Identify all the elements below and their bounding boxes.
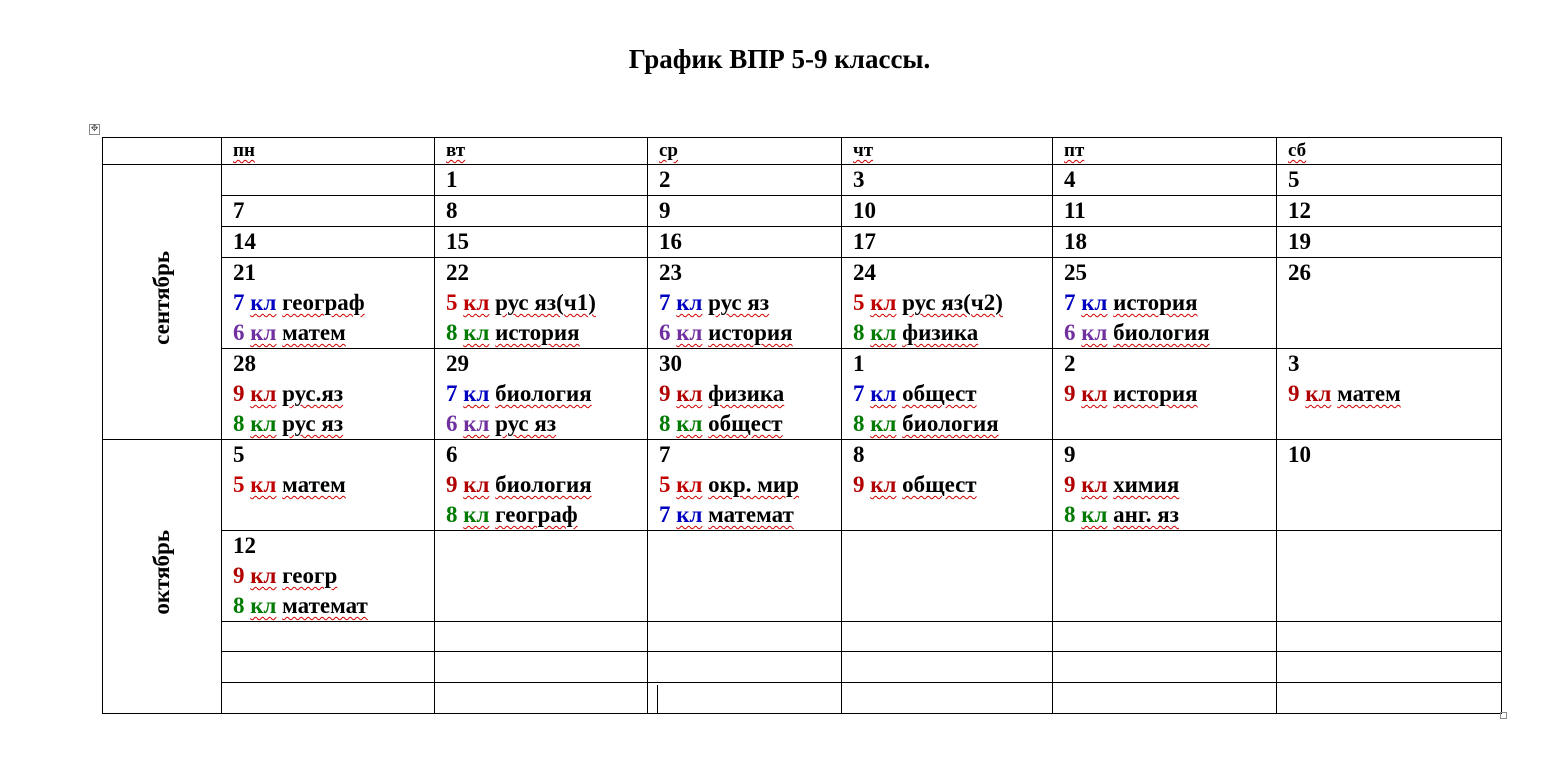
day-cell xyxy=(842,258,1053,349)
grade-number: 9 xyxy=(853,472,865,497)
grade-number: 8 xyxy=(446,502,458,527)
table-row xyxy=(103,196,1502,227)
subject-name: биология xyxy=(495,381,592,406)
class-abbrev: кл xyxy=(676,381,703,406)
subject-name: физика xyxy=(902,320,979,345)
date-number: 21 xyxy=(233,260,256,285)
day-cell xyxy=(222,349,435,440)
exam-entry xyxy=(233,288,434,318)
date-number: 22 xyxy=(446,260,469,285)
day-cell xyxy=(842,349,1053,440)
subject-name: математ xyxy=(282,593,368,618)
table-row xyxy=(103,349,1502,440)
day-header-fri: пт xyxy=(1053,138,1277,165)
date-number: 3 xyxy=(853,167,865,192)
subject-name: история xyxy=(495,320,580,345)
exam-entry xyxy=(1064,379,1276,409)
exam-entry xyxy=(233,409,434,439)
class-abbrev: кл xyxy=(250,563,277,588)
day-cell xyxy=(648,227,842,258)
exam-entry xyxy=(446,288,647,318)
class-abbrev: кл xyxy=(676,320,703,345)
subject-name: матем xyxy=(1337,381,1401,406)
day-cell xyxy=(1053,258,1277,349)
grade-number: 8 xyxy=(233,411,245,436)
day-cell xyxy=(648,349,842,440)
subject-name: история xyxy=(1113,381,1198,406)
subject-name: географ xyxy=(282,290,365,315)
grade-number: 7 xyxy=(1064,290,1076,315)
date-number: 4 xyxy=(1064,167,1076,192)
exam-entry xyxy=(446,409,647,439)
grade-number: 9 xyxy=(1064,381,1076,406)
subject-name: биология xyxy=(495,472,592,497)
day-cell xyxy=(842,196,1053,227)
grade-number: 9 xyxy=(233,563,245,588)
grade-number: 8 xyxy=(853,320,865,345)
subject-name: матем xyxy=(282,472,346,497)
day-cell xyxy=(222,622,435,652)
grade-number: 9 xyxy=(1064,472,1076,497)
day-cell xyxy=(1277,258,1502,349)
exam-entry xyxy=(1064,318,1276,348)
class-abbrev: кл xyxy=(463,411,490,436)
page-title: График ВПР 5-9 классы. xyxy=(628,44,931,74)
grade-number: 7 xyxy=(446,381,458,406)
day-cell xyxy=(1053,196,1277,227)
subject-name: биология xyxy=(902,411,999,436)
exam-entry xyxy=(233,379,434,409)
grade-number: 7 xyxy=(659,290,671,315)
subject-name: общест xyxy=(708,411,783,436)
subject-name: окр. мир xyxy=(708,472,799,497)
day-cell xyxy=(842,652,1053,683)
class-abbrev: кл xyxy=(250,290,277,315)
day-cell xyxy=(1277,227,1502,258)
exam-entry xyxy=(659,470,841,500)
day-cell xyxy=(1277,622,1502,652)
class-abbrev: кл xyxy=(870,320,897,345)
subject-name: рус яз xyxy=(708,290,770,315)
day-cell xyxy=(648,622,842,652)
class-abbrev: кл xyxy=(676,502,703,527)
subject-name: рус яз(ч2) xyxy=(902,290,1003,315)
class-abbrev: кл xyxy=(1081,381,1108,406)
subject-name: географ xyxy=(495,502,578,527)
day-cell xyxy=(1053,227,1277,258)
subject-name: история xyxy=(708,320,793,345)
class-abbrev: кл xyxy=(1081,290,1108,315)
grade-number: 8 xyxy=(1064,502,1076,527)
grade-number: 6 xyxy=(659,320,671,345)
subject-name: математ xyxy=(708,502,794,527)
date-number: 5 xyxy=(1288,167,1300,192)
date-number: 2 xyxy=(1064,351,1076,376)
day-cell xyxy=(1053,683,1277,714)
grade-number: 7 xyxy=(853,381,865,406)
exam-entry xyxy=(1064,470,1276,500)
date-number: 10 xyxy=(1288,442,1311,467)
grade-number: 9 xyxy=(1288,381,1300,406)
day-cell xyxy=(435,531,648,622)
day-cell xyxy=(1053,440,1277,531)
date-number: 5 xyxy=(233,442,245,467)
subject-name: история xyxy=(1113,290,1198,315)
schedule-table xyxy=(102,137,1502,714)
exam-entry xyxy=(853,379,1052,409)
exam-entry xyxy=(1288,379,1501,409)
class-abbrev: кл xyxy=(463,320,490,345)
day-cell xyxy=(222,196,435,227)
date-number: 9 xyxy=(659,198,671,223)
date-number: 7 xyxy=(233,198,245,223)
exam-entry xyxy=(446,318,647,348)
grade-number: 8 xyxy=(659,411,671,436)
table-row xyxy=(103,652,1502,683)
table-move-icon[interactable]: ✥ xyxy=(90,124,99,134)
subject-name: рус яз(ч1) xyxy=(495,290,596,315)
grade-number: 5 xyxy=(853,290,865,315)
exam-entry xyxy=(853,470,1052,500)
month-label-september xyxy=(103,165,222,440)
table-row xyxy=(103,258,1502,349)
class-abbrev: кл xyxy=(676,290,703,315)
day-cell xyxy=(222,683,435,714)
day-cell xyxy=(1277,196,1502,227)
table-row xyxy=(103,622,1502,652)
class-abbrev: кл xyxy=(676,411,703,436)
day-cell xyxy=(222,652,435,683)
date-number: 16 xyxy=(659,229,682,254)
exam-entry xyxy=(1064,288,1276,318)
class-abbrev: кл xyxy=(1081,502,1108,527)
date-number: 29 xyxy=(446,351,469,376)
day-cell xyxy=(435,652,648,683)
day-cell xyxy=(648,531,842,622)
class-abbrev: кл xyxy=(463,472,490,497)
date-number: 8 xyxy=(853,442,865,467)
grade-number: 7 xyxy=(659,502,671,527)
grade-number: 6 xyxy=(233,320,245,345)
day-cell xyxy=(1277,165,1502,196)
class-abbrev: кл xyxy=(250,411,277,436)
month-label-october xyxy=(103,440,222,714)
exam-entry xyxy=(1064,500,1276,530)
day-cell xyxy=(1277,683,1502,714)
day-cell xyxy=(648,196,842,227)
day-cell xyxy=(222,165,435,196)
exam-entry xyxy=(853,409,1052,439)
day-cell xyxy=(435,622,648,652)
date-number: 15 xyxy=(446,229,469,254)
date-number: 24 xyxy=(853,260,876,285)
class-abbrev: кл xyxy=(463,290,490,315)
exam-entry xyxy=(233,318,434,348)
class-abbrev: кл xyxy=(1081,320,1108,345)
subject-name: биология xyxy=(1113,320,1210,345)
class-abbrev: кл xyxy=(870,290,897,315)
grade-number: 8 xyxy=(446,320,458,345)
subject-name: геогр xyxy=(282,563,338,588)
date-number: 25 xyxy=(1064,260,1087,285)
date-number: 8 xyxy=(446,198,458,223)
day-cell xyxy=(648,440,842,531)
day-header-sat: сб xyxy=(1277,138,1502,165)
exam-entry xyxy=(853,288,1052,318)
date-number: 19 xyxy=(1288,229,1311,254)
subject-name: химия xyxy=(1113,472,1180,497)
date-number: 11 xyxy=(1064,198,1086,223)
date-number: 14 xyxy=(233,229,256,254)
day-header-tue: вт xyxy=(435,138,648,165)
subject-name: рус яз xyxy=(282,411,344,436)
class-abbrev: кл xyxy=(870,381,897,406)
class-abbrev: кл xyxy=(250,320,277,345)
date-number: 12 xyxy=(1288,198,1311,223)
exam-entry xyxy=(233,561,434,591)
class-abbrev: кл xyxy=(250,593,277,618)
grade-number: 8 xyxy=(853,411,865,436)
day-cell xyxy=(435,349,648,440)
subject-name: матем xyxy=(282,320,346,345)
date-number: 1 xyxy=(853,351,865,376)
day-cell xyxy=(648,258,842,349)
table-row xyxy=(103,165,1502,196)
date-number: 3 xyxy=(1288,351,1300,376)
exam-entry xyxy=(446,379,647,409)
day-header-mon: пн xyxy=(222,138,435,165)
class-abbrev: кл xyxy=(1081,472,1108,497)
date-number: 10 xyxy=(853,198,876,223)
grade-number: 6 xyxy=(1064,320,1076,345)
class-abbrev: кл xyxy=(870,411,897,436)
subject-name: общест xyxy=(902,472,977,497)
day-cell xyxy=(435,227,648,258)
day-cell xyxy=(1277,531,1502,622)
table-row xyxy=(103,683,1502,714)
day-cell xyxy=(1053,165,1277,196)
day-cell xyxy=(842,622,1053,652)
grade-number: 5 xyxy=(233,472,245,497)
day-cell xyxy=(435,440,648,531)
class-abbrev: кл xyxy=(463,502,490,527)
day-cell xyxy=(1053,531,1277,622)
date-number: 2 xyxy=(659,167,671,192)
exam-entry xyxy=(659,318,841,348)
header-row xyxy=(103,138,1502,165)
grade-number: 9 xyxy=(233,381,245,406)
table-row xyxy=(103,440,1502,531)
exam-entry xyxy=(659,409,841,439)
day-cell xyxy=(842,165,1053,196)
class-abbrev: кл xyxy=(1305,381,1332,406)
class-abbrev: кл xyxy=(250,381,277,406)
corner-cell xyxy=(103,138,222,165)
day-cell xyxy=(648,652,842,683)
day-cell xyxy=(1277,652,1502,683)
day-cell xyxy=(222,258,435,349)
date-number: 12 xyxy=(233,533,256,558)
exam-entry xyxy=(659,379,841,409)
day-cell xyxy=(1053,349,1277,440)
date-number: 17 xyxy=(853,229,876,254)
subject-name: рус яз xyxy=(495,411,557,436)
date-number: 9 xyxy=(1064,442,1076,467)
grade-number: 9 xyxy=(446,472,458,497)
day-cell xyxy=(648,165,842,196)
month-name: октябрь xyxy=(149,530,174,615)
exam-entry xyxy=(233,470,434,500)
month-name: сентябрь xyxy=(149,251,174,345)
day-cell xyxy=(648,683,842,714)
exam-entry xyxy=(659,500,841,530)
day-cell xyxy=(435,196,648,227)
day-cell xyxy=(1053,622,1277,652)
exam-entry xyxy=(446,470,647,500)
day-cell xyxy=(1277,349,1502,440)
class-abbrev: кл xyxy=(250,472,277,497)
exam-entry xyxy=(659,288,841,318)
grade-number: 6 xyxy=(446,411,458,436)
grade-number: 9 xyxy=(659,381,671,406)
day-cell xyxy=(222,531,435,622)
day-cell xyxy=(842,440,1053,531)
day-header-thu: чт xyxy=(842,138,1053,165)
subject-name: рус.яз xyxy=(282,381,344,406)
subject-name: анг. яз xyxy=(1113,502,1179,527)
date-number: 6 xyxy=(446,442,458,467)
date-number: 30 xyxy=(659,351,682,376)
table-resize-icon[interactable] xyxy=(1500,712,1507,719)
day-cell xyxy=(435,165,648,196)
exam-entry xyxy=(233,591,434,621)
grade-number: 7 xyxy=(233,290,245,315)
subject-name: физика xyxy=(708,381,785,406)
day-cell xyxy=(842,683,1053,714)
exam-entry xyxy=(446,500,647,530)
grade-number: 8 xyxy=(233,593,245,618)
table-row xyxy=(103,227,1502,258)
date-number: 23 xyxy=(659,260,682,285)
grade-number: 5 xyxy=(446,290,458,315)
class-abbrev: кл xyxy=(870,472,897,497)
table-row xyxy=(103,531,1502,622)
day-cell xyxy=(435,683,648,714)
exam-entry xyxy=(853,318,1052,348)
date-number: 7 xyxy=(659,442,671,467)
day-header-wed: ср xyxy=(648,138,842,165)
subject-name: общест xyxy=(902,381,977,406)
date-number: 1 xyxy=(446,167,458,192)
date-number: 26 xyxy=(1288,260,1311,285)
class-abbrev: кл xyxy=(676,472,703,497)
day-cell xyxy=(222,440,435,531)
day-cell xyxy=(842,531,1053,622)
date-number: 28 xyxy=(233,351,256,376)
day-cell xyxy=(1053,652,1277,683)
day-cell xyxy=(842,227,1053,258)
day-cell xyxy=(222,227,435,258)
day-cell xyxy=(1277,440,1502,531)
grade-number: 5 xyxy=(659,472,671,497)
class-abbrev: кл xyxy=(463,381,490,406)
day-cell xyxy=(435,258,648,349)
date-number: 18 xyxy=(1064,229,1087,254)
